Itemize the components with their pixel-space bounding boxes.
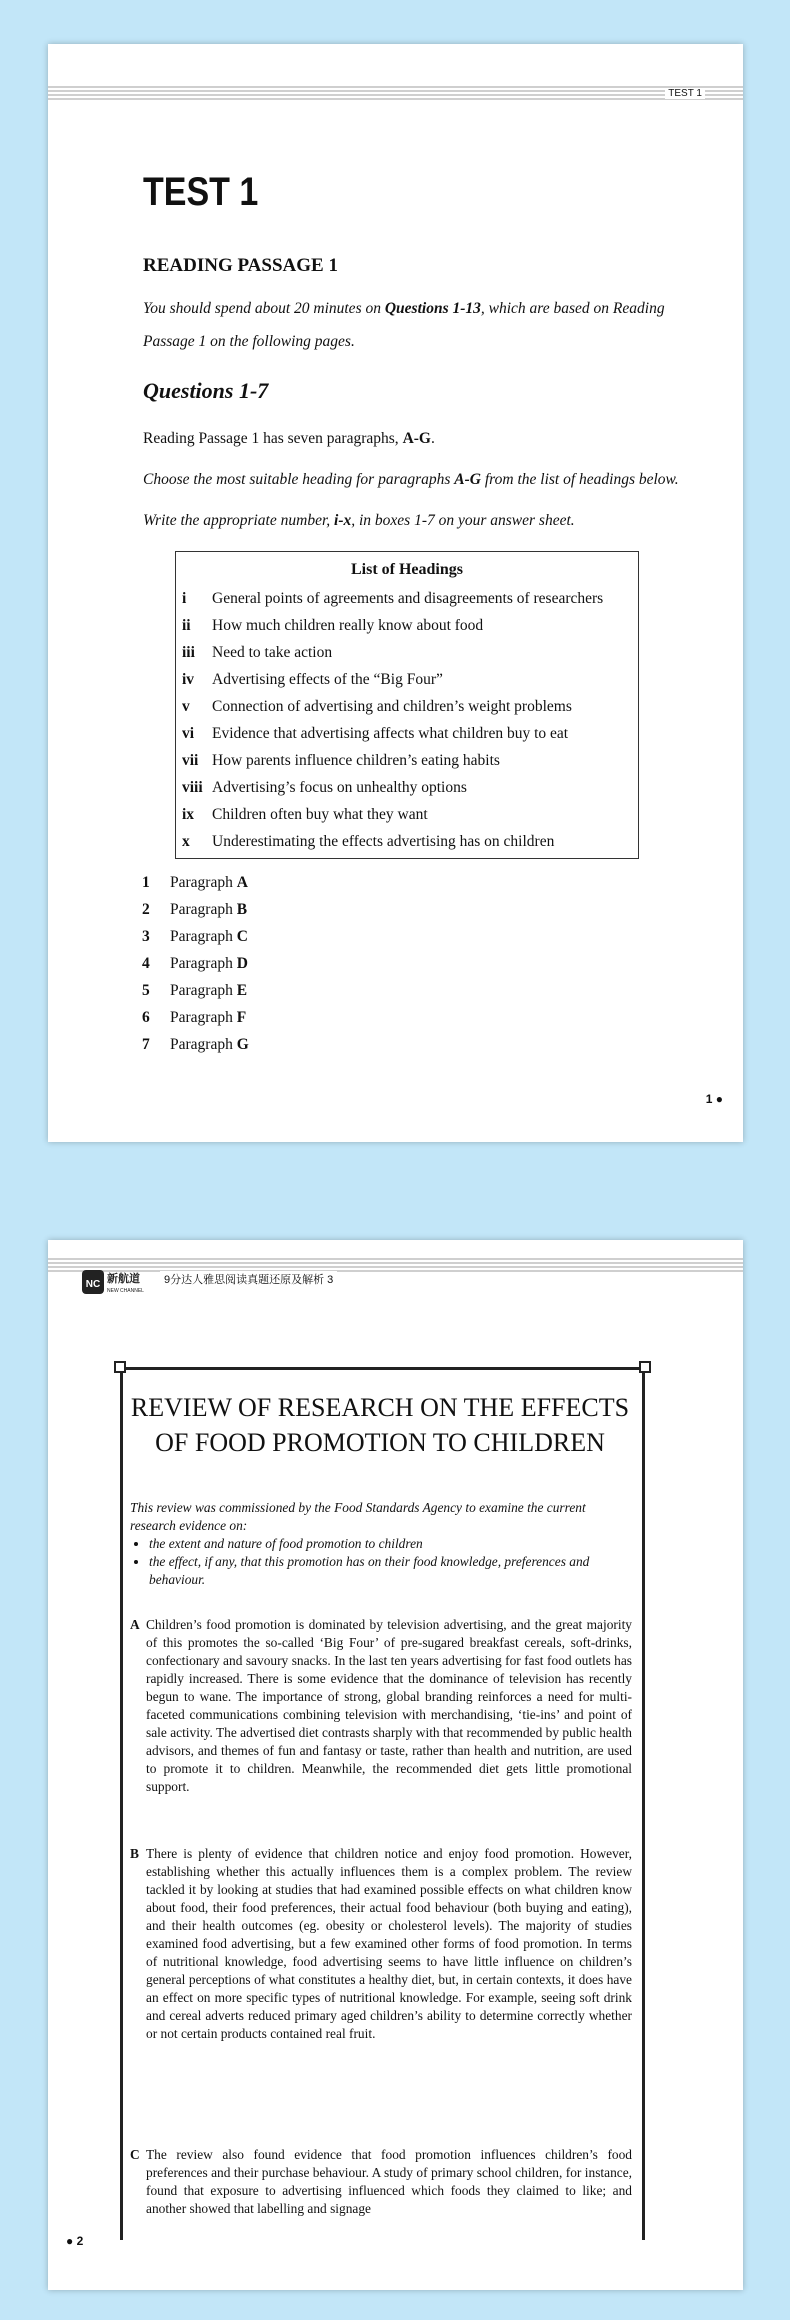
time-instructions: You should spend about 20 minutes on Questions 1-13, which are based on Reading Passage 1 on the following pages. [143,300,665,350]
question-label: Paragraph [170,928,237,945]
question-label: Paragraph [170,901,237,918]
heading-item [182,752,500,770]
heading-item [182,590,603,608]
heading-item [182,617,483,635]
paragraph-letter: D [236,955,248,972]
page-number: ● 2 [66,2234,84,2248]
heading-item [182,671,443,689]
heading-item [182,644,332,662]
paragraph-letter: A [236,874,248,891]
question-row [142,1009,246,1027]
question-number: 1 [142,874,150,891]
question-number: 3 [142,928,150,945]
question-number: 5 [142,982,150,999]
question-label: Paragraph [170,874,237,891]
heading-numeral: ix [182,806,195,823]
questions-title: Questions 1-7 [143,378,269,403]
running-head: TEST 1 [665,88,705,99]
review-title: REVIEW OF RESEARCH ON THE EFFECTS OF FOOD PROMOTION TO CHILDREN [130,1393,630,1457]
paragraph-letter: F [236,1009,247,1026]
review-intro: This review was commissioned by the Food Standards Agency to examine the current research evidence on: • the extent and nature of food promotion to children • the effect, if any, that this promotion has on their food knowledge, preferences and behaviour. [130,1499,632,1589]
paragraph-text: The review also found evidence that food promotion influences children’s food preferences and their purchase behaviour. A study of primary school children, for instance, found that exposure to advertising influenced which foods they claimed to like; and another showed that labelling and signage [146,2147,632,2216]
paragraph-letter: E [236,982,248,999]
heading-numeral: i [182,590,187,607]
heading-item [182,833,554,851]
svg-text:NEW CHANNEL: NEW CHANNEL [107,1288,144,1294]
heading-text: Advertising effects of the “Big Four” [212,671,443,688]
question-number: 7 [142,1036,150,1053]
question-number: 4 [142,955,150,972]
heading-text: Children often buy what they want [212,806,428,823]
page-2 [48,1240,743,2290]
page-number: 1 ● [705,1092,723,1106]
heading-item [182,779,467,797]
intro-bullet: • the extent and nature of food promotion to children [149,1535,632,1553]
answer-sheet-instruction: Write the appropriate number, i-x, in boxes 1-7 on your answer sheet. [143,512,575,529]
heading-text: Evidence that advertising affects what children buy to eat [212,725,569,742]
paragraph-letter: C [236,928,248,945]
question-row [142,901,247,919]
heading-text: Need to take action [212,644,333,661]
publisher-logo [82,1268,144,1296]
question-row [142,982,247,1000]
paragraph-letter: B [130,1846,139,1861]
question-row [142,928,248,946]
paragraph-b [130,1845,632,2043]
question-row [142,1036,249,1054]
heading-numeral: iv [182,671,195,688]
heading-numeral: v [182,698,190,715]
paragraph-count-line: Reading Passage 1 has seven paragraphs, A-G. [143,430,435,447]
heading-text: How much children really know about food [212,617,484,634]
header-rule [48,86,743,100]
heading-numeral: x [182,833,190,850]
question-number: 6 [142,1009,150,1026]
paragraph-letter: C [130,2147,140,2162]
book-title: 9分达人雅思阅读真题还原及解析 3 [160,1271,337,1287]
heading-numeral: viii [182,779,203,796]
heading-item [182,725,568,743]
heading-numeral: vii [182,752,199,769]
paragraph-a [130,1616,632,1796]
choose-heading-instruction: Choose the most suitable heading for paragraphs A-G from the list of headings below. [143,471,679,488]
question-row [142,955,248,973]
svg-text:NC: NC [85,1279,101,1290]
passage-label: READING PASSAGE 1 [143,255,338,276]
page-1 [48,44,743,1142]
paragraph-c [130,2146,632,2218]
question-label: Paragraph [170,1036,237,1053]
question-label: Paragraph [170,982,237,999]
question-row [142,874,248,892]
question-label: Paragraph [170,955,237,972]
heading-text: General points of agreements and disagreements of researchers [212,590,604,607]
headings-title: List of Headings [350,561,463,578]
question-number: 2 [142,901,150,918]
question-label: Paragraph [170,1009,237,1026]
heading-text: Advertising’s focus on unhealthy options [212,779,467,796]
paragraph-letter: G [236,1036,249,1053]
paragraph-letter: B [236,901,248,918]
heading-item [182,698,572,716]
list-of-headings [175,551,639,859]
heading-text: Underestimating the effects advertising has on children [212,833,555,850]
heading-numeral: iii [182,644,195,661]
heading-text: Connection of advertising and children’s weight problems [212,698,572,715]
paragraph-letter: A [130,1617,140,1632]
paragraph-text: Children’s food promotion is dominated by television advertising, and the great majority of this promotes the so-called ‘Big Four’ of pre-sugared breakfast cereals, soft-drinks, confectionary and savoury snacks. In the last ten years advertising for fast food outlets has rapidly increased. There is some evidence that the dominance of television has recently begun to wane. The importance of strong, global branding reinforces a need for multi-faceted communications combining television with merchandising, ‘tie-ins’ and point of sale activity. The advertised diet contrasts sharply with that recommended by public health advisors, and themes of fun and fantasy or taste, rather than health and nutrition, are used to promote it to children. Meanwhile, the recommended diet gets little promotional support. [146,1617,632,1794]
header-rule [48,1258,743,1272]
heading-item [182,806,428,824]
paragraph-text: There is plenty of evidence that children notice and enjoy food promotion. However, establishing whether this actually influences them is a complex problem. The review tackled it by looking at studies that had examined possible effects on what children know about food, their food preferences, their actual food behaviour (both buying and eating), and their health outcomes (eg. obesity or cholesterol levels). The majority of studies examined food advertising, but a few examined other forms of food promotion. In terms of nutritional knowledge, food advertising seems to have little influence on children’s general perceptions of what constitutes a healthy diet, but, in certain contexts, it does have an effect on more specific types of nutritional knowledge. For example, seeing soft drink and cereal adverts reduced primary aged children’s ability to determine correctly whether or not certain products contained real fruit. [146,1846,632,2041]
heading-text: How parents influence children’s eating habits [212,752,500,769]
test-title: TEST 1 [143,170,259,214]
intro-bullet: • the effect, if any, that this promotion has on their food knowledge, preferences and behaviour. [149,1553,632,1589]
svg-text:新航道: 新航道 [107,1272,140,1285]
passage-frame [120,1367,645,2240]
heading-numeral: vi [182,725,195,742]
heading-numeral: ii [182,617,191,634]
